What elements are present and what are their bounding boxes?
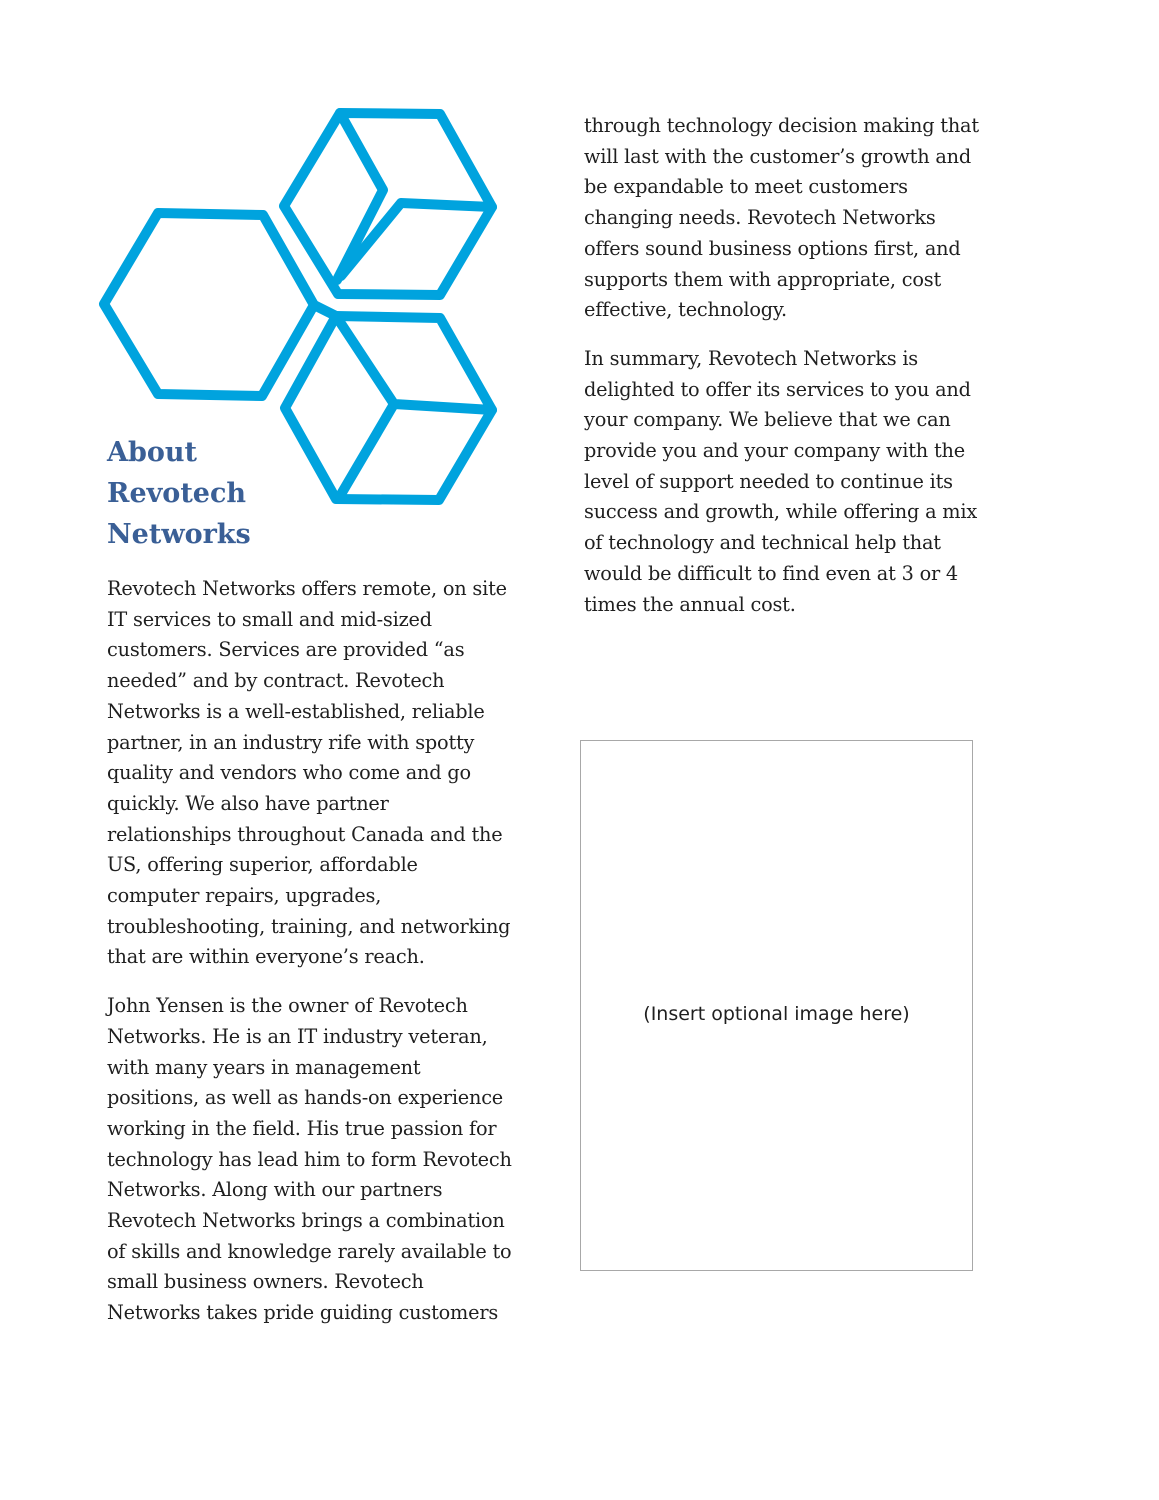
text-line: partner, in an industry rife with spotty (107, 730, 475, 754)
text-line: Revotech Networks offers remote, on site (107, 577, 507, 600)
text-line: through technology decision making that (584, 114, 979, 137)
text-line: delighted to offer its services to you and (584, 377, 971, 401)
text-line: Networks takes pride guiding customers (107, 1301, 499, 1325)
right-column (584, 111, 1004, 620)
page-title-line: Revotech (107, 478, 247, 509)
text-line: US, offering superior, affordable (107, 853, 418, 877)
image-placeholder[interactable] (580, 740, 973, 1271)
text-line: Networks. He is an IT industry veteran, (107, 1024, 488, 1048)
text-line: Revotech Networks brings a combination (107, 1209, 505, 1233)
text-line: level of support needed to continue its (584, 469, 953, 493)
left-column (107, 574, 527, 1329)
text-line: with many years in management (107, 1055, 421, 1079)
text-line: technology has lead him to form Revotech (107, 1147, 512, 1171)
page-title-line: About (107, 437, 197, 468)
text-line: computer repairs, upgrades, (107, 884, 382, 908)
text-line: times the annual cost. (584, 592, 796, 616)
text-line: of technology and technical help that (584, 531, 941, 555)
text-line: relationships throughout Canada and the (107, 822, 503, 846)
text-line: positions, as well as hands-on experience (107, 1086, 504, 1110)
text-line: John Yensen is the owner of Revotech (107, 994, 468, 1018)
image-placeholder-caption: (Insert optional image here) (643, 1003, 910, 1025)
owner-paragraph (107, 991, 527, 1329)
intro-paragraph (107, 574, 527, 973)
text-line: customers. Services are provided “as (107, 638, 465, 662)
text-line: provide you and your company with the (584, 439, 965, 463)
text-line: that are within everyone’s reach. (107, 945, 425, 969)
text-line: would be difficult to find even at 3 or 4 (584, 561, 958, 585)
text-line: Networks. Along with our partners (107, 1178, 443, 1202)
page-title-line: Networks (107, 519, 251, 550)
text-line: effective, technology. (584, 298, 787, 322)
text-line: offers sound business options first, and (584, 236, 961, 260)
page-title (107, 432, 307, 555)
continuation-paragraph (584, 111, 1004, 326)
text-line: of skills and knowledge rarely available to (107, 1239, 512, 1263)
text-line: supports them with appropriate, cost (584, 267, 942, 291)
text-line: changing needs. Revotech Networks (584, 206, 936, 230)
text-line: success and growth, while offering a mix (584, 500, 978, 524)
text-line: small business owners. Revotech (107, 1270, 424, 1294)
text-line: quickly. We also have partner (107, 791, 389, 815)
text-line: troubleshooting, training, and networking (107, 914, 511, 938)
text-line: be expandable to meet customers (584, 175, 908, 199)
text-line: your company. We believe that we can (584, 408, 951, 432)
text-line: quality and vendors who come and go (107, 761, 471, 785)
text-line: will last with the customer’s growth and (584, 144, 971, 168)
text-line: In summary, Revotech Networks is (584, 346, 919, 370)
text-line: working in the field. His true passion for (107, 1116, 497, 1140)
text-line: Networks is a well-established, reliable (107, 699, 485, 723)
text-line: needed” and by contract. Revotech (107, 669, 445, 693)
summary-paragraph (584, 344, 1004, 620)
text-line: IT services to small and mid-sized (107, 607, 432, 631)
